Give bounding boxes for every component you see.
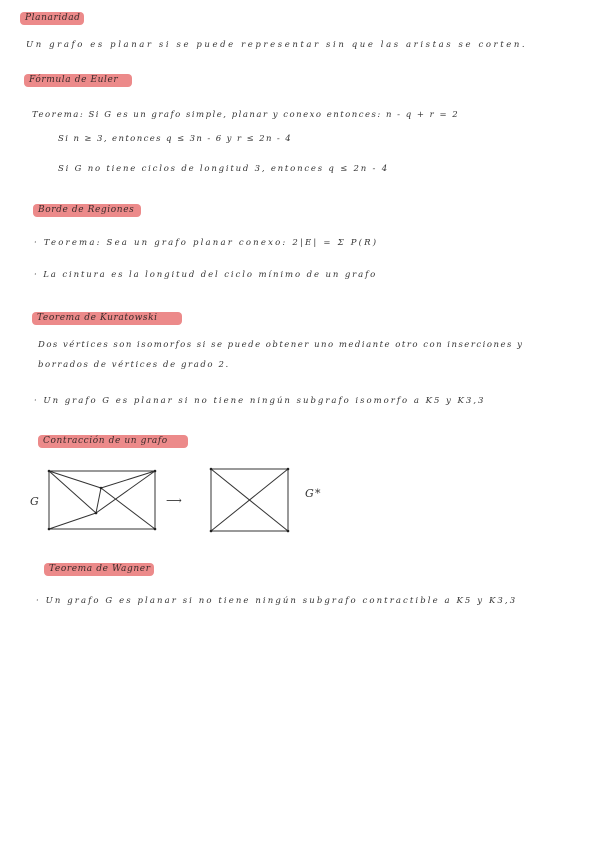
heading-euler (24, 74, 132, 87)
regions-bullet-2: · La cintura es la longitud del ciclo mínimo de un grafo (34, 270, 378, 280)
planar-definition: Un grafo es planar si se puede representar sin que las aristas se corten. (26, 40, 528, 50)
graph-gstar-label: G* (305, 487, 322, 500)
heading-wagner-text: Teorema de Wagner (49, 564, 151, 574)
heading-kuratowski-text: Teorema de Kuratowski (37, 313, 158, 323)
heading-contraction (38, 435, 188, 448)
graph-g-vertex (154, 470, 157, 473)
graph-g-edge (49, 513, 96, 529)
euler-case-2: Si G no tiene ciclos de longitud 3, entonces q ≤ 2n - 4 (58, 164, 389, 174)
graph-gstar-diagram (206, 464, 296, 536)
graph-g-outer-rect (49, 471, 155, 529)
kuratowski-bullet-1: · Un grafo G es planar si no tiene ningún subgrafo isomorfo a K5 y K3,3 (34, 396, 486, 406)
graph-gstar-vertex (287, 468, 290, 471)
heading-planar-text: Planaridad (25, 13, 81, 23)
heading-wagner (44, 563, 154, 576)
graph-g-edge (49, 471, 96, 513)
heading-regions-text: Borde de Regiones (38, 205, 135, 215)
graph-gstar-vertex (210, 530, 213, 533)
graph-gstar-vertex (210, 468, 213, 471)
kuratowski-line-2: borrados de vértices de grado 2. (38, 360, 230, 370)
wagner-bullet-1: · Un grafo G es planar si no tiene ningún subgrafo contractible a K5 y K3,3 (36, 596, 518, 606)
graph-g-label: G (30, 495, 40, 508)
contraction-arrow: ⟶ (166, 494, 183, 507)
graph-g-edge (101, 471, 155, 488)
kuratowski-line-1: Dos vértices son isomorfos si se puede obtener uno mediante otro con inserciones y (38, 340, 524, 350)
graph-g-edge (96, 488, 101, 513)
graph-g-vertex (48, 470, 51, 473)
heading-planar (20, 12, 84, 25)
graph-g-edge (101, 488, 155, 529)
euler-theorem: Teorema: Si G es un grafo simple, planar y conexo entonces: n - q + r = 2 (32, 110, 460, 120)
regions-bullet-1: · Teorema: Sea un grafo planar conexo: 2|E| = Σ P(R) (34, 238, 379, 248)
heading-euler-text: Fórmula de Euler (29, 75, 119, 85)
graph-g-vertex (154, 528, 157, 531)
graph-g-vertex (100, 487, 103, 490)
graph-gstar-vertex (287, 530, 290, 533)
graph-g-vertex (95, 512, 98, 515)
euler-case-1: Si n ≥ 3, entonces q ≤ 3n - 6 y r ≤ 2n - 4 (58, 134, 293, 144)
heading-contraction-text: Contracción de un grafo (43, 436, 168, 446)
graph-g-vertex (48, 528, 51, 531)
heading-kuratowski (32, 312, 182, 325)
heading-regions (33, 204, 141, 217)
graph-g-edge (49, 471, 101, 488)
graph-g-diagram (44, 466, 164, 536)
